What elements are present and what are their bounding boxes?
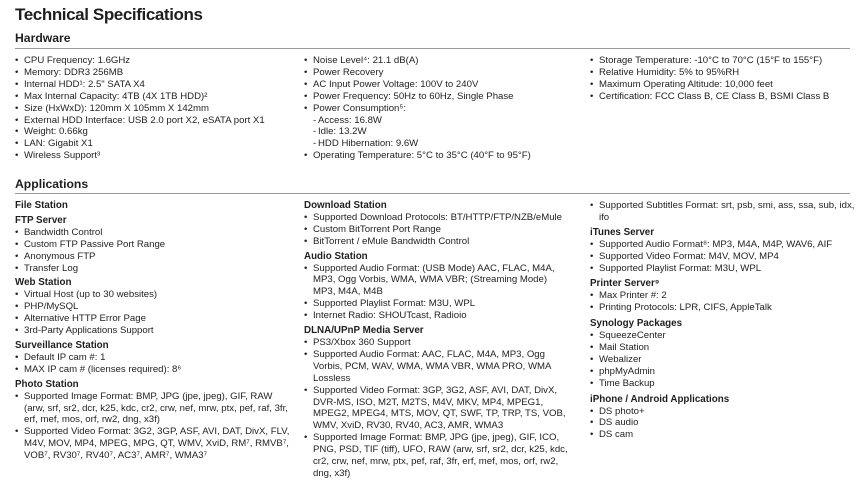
hw-memory: • Memory: DDR3 256MB	[15, 67, 295, 79]
surveillance-station-title: Surveillance Station	[15, 339, 109, 351]
hw-noise: • Noise Level⁴: 21.1 dB(A)	[304, 55, 584, 67]
hw-lan: • LAN: Gigabit X1	[15, 138, 295, 150]
list-item: • Internet Radio: SHOUTcast, Radioio	[304, 310, 568, 322]
download-station-list	[304, 212, 568, 248]
hardware-divider	[15, 48, 850, 49]
applications-divider	[15, 193, 850, 194]
printer-server-title: Printer Server⁹	[590, 278, 660, 290]
list-item: • Supported Playlist Format: M3U, WPL	[590, 263, 855, 275]
list-item: • Printing Protocols: LPR, CIFS, AppleTalk	[590, 302, 855, 314]
list-item: • Supported Video Format: M4V, MOV, MP4	[590, 251, 855, 263]
file-station-title: File Station	[15, 200, 68, 211]
download-station-title: Download Station	[304, 200, 387, 211]
web-station-title: Web Station	[15, 277, 72, 289]
list-item: • Virtual Host (up to 30 websites)	[15, 289, 290, 301]
list-item: • Supported Audio Format: AAC, FLAC, M4A, MP3, Ogg Vorbis, PCM, WAV, WMA, WMA VBR, WMA PRO, WMA Lossless	[304, 349, 568, 385]
hw-altitude: • Maximum Operating Altitude: 10,000 feet	[590, 79, 855, 91]
dlna-server-list	[304, 337, 568, 480]
hw-power-consumption: • Power Consumption⁵:	[304, 103, 584, 115]
list-item: • Supported Audio Format: (USB Mode) AAC, FLAC, M4A, MP3, Ogg Vorbis, WMA, WMA VBR; (Streaming Mode) MP3, M4A, M4B	[304, 263, 568, 299]
list-item: • Supported Video Format: 3G2, 3GP, ASF, AVI, DAT, DivX, FLV, M4V, MOV, MP4, MPEG, MPG, QT, WMV, XviD, RM⁷, RMVB⁷, VOB⁷, RV30⁷, RV40⁷, AC3⁷, AMR⁷, WMA3⁷	[15, 426, 290, 462]
mobile-apps-title: iPhone / Android Applications	[590, 393, 730, 405]
web-station-list	[15, 289, 290, 337]
list-item: • Supported Subtitles Format: srt, psb, smi, ass, ssa, sub, idx, ifo	[590, 200, 855, 224]
hw-internal-hdd: • Internal HDD¹: 2.5" SATA X4	[15, 79, 295, 91]
applications-column-2	[304, 200, 568, 480]
applications-column-3	[590, 200, 855, 441]
page-title: Technical Specifications	[15, 5, 203, 24]
list-item: • Transfer Log	[15, 263, 290, 275]
hw-power-hibernation: - HDD Hibernation: 9.6W	[304, 138, 584, 150]
hw-max-capacity: • Max Internal Capacity: 4TB (4X 1TB HDD)²	[15, 91, 295, 103]
hw-wireless: • Wireless Support³	[15, 150, 295, 162]
audio-station-title: Audio Station	[304, 250, 368, 262]
list-item: • Custom BitTorrent Port Range	[304, 224, 568, 236]
surveillance-station-list	[15, 352, 290, 376]
audio-station-list	[304, 263, 568, 323]
subtitles-list	[590, 200, 855, 224]
list-item: • phpMyAdmin	[590, 366, 855, 378]
hardware-heading: Hardware	[15, 31, 71, 45]
list-item: • Custom FTP Passive Port Range	[15, 239, 290, 251]
list-item: • Supported Audio Format⁸: MP3, M4A, M4P, WAV6, AIF	[590, 239, 855, 251]
synology-packages-list	[590, 330, 855, 390]
itunes-server-title: iTunes Server	[590, 226, 655, 238]
ftp-server-title: FTP Server	[15, 214, 67, 226]
hw-external-hdd: • External HDD Interface: USB 2.0 port X2, eSATA port X1	[15, 115, 295, 127]
hw-power-recovery: • Power Recovery	[304, 67, 584, 79]
list-item: • Webalizer	[590, 354, 855, 366]
list-item: • SqueezeCenter	[590, 330, 855, 342]
list-item: • Default IP cam #: 1	[15, 352, 290, 364]
synology-packages-title: Synology Packages	[590, 318, 683, 330]
list-item: • Anonymous FTP	[15, 251, 290, 263]
list-item: • Supported Download Protocols: BT/HTTP/FTP/NZB/eMule	[304, 212, 568, 224]
list-item: • DS cam	[590, 429, 855, 441]
hw-size: • Size (HxWxD): 120mm X 105mm X 142mm	[15, 103, 295, 115]
hw-ac-voltage: • AC Input Power Voltage: 100V to 240V	[304, 79, 584, 91]
hw-power-idle: - Idle: 13.2W	[304, 126, 584, 138]
list-item: • 3rd-Party Applications Support	[15, 325, 290, 337]
list-item: • Alternative HTTP Error Page	[15, 313, 290, 325]
list-item: • DS photo+	[590, 406, 855, 418]
photo-station-title: Photo Station	[15, 378, 79, 390]
dlna-server-title: DLNA/UPnP Media Server	[304, 325, 424, 337]
list-item: • Supported Image Format: BMP, JPG (jpe, jpeg), GIF, ICO, PNG, PSD, TIF (tiff), UFO, RAW (arw, srf, sr2, dcr, k25, kdc, cr2, crw, nef, mrw, ptx, pef, raf, 3fr, erf, mef, mos, orf, rw2, dng, x3f)	[304, 432, 568, 480]
hw-storage-temp: • Storage Temperature: -10°C to 70°C (15°F to 155°F)	[590, 55, 855, 67]
applications-heading: Applications	[15, 177, 89, 191]
list-item: • BitTorrent / eMule Bandwidth Control	[304, 236, 568, 248]
hardware-column-2	[304, 55, 584, 162]
printer-server-list	[590, 290, 855, 314]
list-item: • PHP/MySQL	[15, 301, 290, 313]
applications-column-1	[15, 200, 290, 462]
list-item: • Supported Image Format: BMP, JPG (jpe, jpeg), GIF, RAW (arw, srf, sr2, dcr, k25, kdc, cr2, crw, nef, mrw, ptx, pef, raf, 3fr, erf, mef, mos, orf, rw2, dng, x3f)	[15, 391, 290, 427]
hardware-column-1	[15, 55, 295, 162]
list-item: • Bandwidth Control	[15, 227, 290, 239]
list-item: • Max Printer #: 2	[590, 290, 855, 302]
list-item: • Supported Video Format: 3GP, 3G2, ASF, AVI, DAT, DivX, DVR-MS, ISO, M2T, M2TS, M4V, MKV, MP4, MPEG1, MPEG2, MPEG4, MTS, MOV, QT, SWF, TP, TRP, TS, VOB, WMV, XviD, RV30, RV40, AC3, AMR, WMA3	[304, 385, 568, 433]
hardware-column-3	[590, 55, 855, 103]
mobile-apps-list	[590, 406, 855, 442]
hw-operating-temp: • Operating Temperature: 5°C to 35°C (40°F to 95°F)	[304, 150, 584, 162]
photo-station-list	[15, 391, 290, 462]
list-item: • MAX IP cam # (licenses required): 8⁶	[15, 364, 290, 376]
list-item: • DS audio	[590, 417, 855, 429]
hw-cpu: • CPU Frequency: 1.6GHz	[15, 55, 295, 67]
list-item: • Mail Station	[590, 342, 855, 354]
hw-certification: • Certification: FCC Class B, CE Class B, BSMI Class B	[590, 91, 855, 103]
list-item: • PS3/Xbox 360 Support	[304, 337, 568, 349]
hw-weight: • Weight: 0.66kg	[15, 126, 295, 138]
itunes-server-list	[590, 239, 855, 275]
list-item: • Supported Playlist Format: M3U, WPL	[304, 298, 568, 310]
hw-humidity: • Relative Humidity: 5% to 95%RH	[590, 67, 855, 79]
hw-power-access: - Access: 16.8W	[304, 115, 584, 127]
list-item: • Time Backup	[590, 378, 855, 390]
hw-power-frequency: • Power Frequency: 50Hz to 60Hz, Single Phase	[304, 91, 584, 103]
ftp-server-list	[15, 227, 290, 275]
